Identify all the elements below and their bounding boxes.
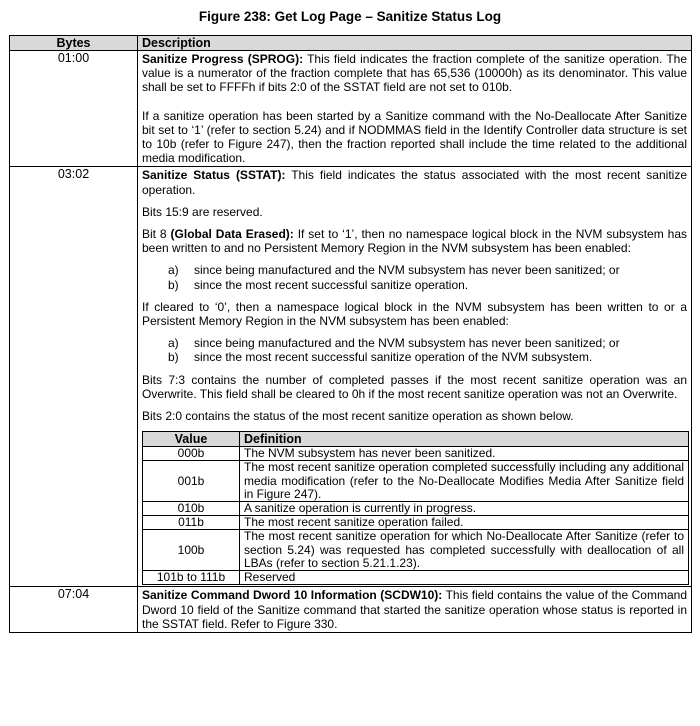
field-name: Sanitize Progress (SPROG): — [142, 52, 304, 66]
table-row-sprog — [10, 51, 692, 167]
description-header: Description — [138, 36, 692, 51]
list-item — [142, 336, 687, 350]
reserved-bits-text: Bits 15:9 are reserved. — [142, 204, 263, 219]
definition-cell: A sanitize operation is currently in progress. — [240, 502, 689, 516]
bytes-cell: 01:00 — [10, 51, 138, 167]
definition-cell: Reserved — [240, 571, 689, 585]
bit8-prefix: Bit 8 — [142, 227, 171, 242]
table-row — [143, 502, 689, 516]
bytes-cell: 03:02 — [10, 167, 138, 587]
table-row — [143, 447, 689, 461]
bit8-text: If set to ‘1’, then no namespace logical block in the NVM subsystem has been written to and no Persistent Memory Region in the NVM subsystem has been enabled: — [142, 227, 687, 256]
bit8-name: (Global Data Erased): — [170, 227, 294, 242]
bits73-paragraph: Bits 7:3 contains the number of completed passes if the most recent sanitize operation was an Overwrite. This field shall be cleared to 0h if the most recent sanitize operation was not an Overwrite. — [142, 372, 687, 401]
sstat-paragraph — [142, 168, 687, 196]
table-row — [143, 461, 689, 502]
list-item — [142, 350, 687, 364]
list-item — [142, 278, 687, 292]
field-text: This field indicates the fraction complete of the sanitize operation. The value is a numerator of the fraction complete that has 65,536 (10000h) as its denominator. This value shall be set to FFFFh if bits 2:0 of the SSTAT field are not set to 010b. — [142, 52, 687, 95]
bit8-paragraph — [142, 227, 687, 255]
figure-title: Figure 238: Get Log Page – Sanitize Status Log — [198, 9, 502, 24]
field-name: Sanitize Command Dword 10 Information (SCDW10): — [142, 588, 443, 603]
bits20-paragraph: Bits 2:0 contains the status of the most recent sanitize operation as shown below. — [142, 409, 574, 424]
value-cell: 010b — [143, 502, 240, 516]
definition-cell: The most recent sanitize operation failed. — [240, 516, 689, 530]
header-row — [10, 36, 692, 51]
definition-header: Definition — [240, 432, 689, 447]
description-cell — [138, 51, 692, 167]
description-cell — [138, 167, 692, 587]
sanitize-status-log-table — [9, 35, 692, 633]
list-text: since being manufactured and the NVM subsystem has never been sanitized; or — [194, 263, 620, 278]
value-header: Value — [143, 432, 240, 447]
list-marker: a) — [168, 336, 179, 351]
value-cell: 001b — [143, 461, 240, 502]
sprog-note: If a sanitize operation has been started by a Sanitize command with the No-Deallocate After Sanitize bit set to ‘1’ (refer to section 5.24) and if NODMMAS field in the Identify Controller data structure is set to 10b (refer to Figure 247), then the fraction reported shall include the time related to the additional media modification. — [142, 108, 687, 166]
table-row-scdw10 — [10, 587, 692, 633]
value-cell: 000b — [143, 447, 240, 461]
bit8-set-list — [142, 263, 687, 291]
bytes-cell: 07:04 — [10, 587, 138, 633]
field-text: This field indicates the status associated with the most recent sanitize operation. — [142, 168, 687, 197]
list-text: since the most recent successful sanitize operation. — [194, 277, 469, 292]
list-marker: b) — [168, 350, 179, 365]
definition-cell: The most recent sanitize operation for which No-Deallocate After Sanitize (refer to section 5.24) was requested has completed successfully with deallocation of all LBAs (refer to section 5.21.1.23). — [240, 530, 689, 571]
field-text: This field contains the value of the Command Dword 10 field of the Sanitize command that started the sanitize operation whose status is reported in the SSTAT field. Refer to Figure 330. — [142, 588, 687, 631]
table-row — [143, 530, 689, 571]
table-row — [143, 516, 689, 530]
table-row-sstat — [10, 167, 692, 587]
list-item — [142, 263, 687, 277]
value-cell: 100b — [143, 530, 240, 571]
definition-cell: The NVM subsystem has never been sanitized. — [240, 447, 689, 461]
bit8-cleared-list — [142, 336, 687, 364]
list-marker: a) — [168, 263, 179, 278]
sub-header-row — [143, 432, 689, 447]
scdw10-paragraph — [142, 588, 687, 631]
bit8-cleared-paragraph: If cleared to ‘0’, then a namespace logical block in the NVM subsystem has been written to or a Persistent Memory Region in the NVM subsystem has been enabled: — [142, 299, 687, 329]
table-row — [143, 571, 689, 585]
definition-cell: The most recent sanitize operation completed successfully including any additional media modification (refer to the No-Deallocate Modifies Media After Sanitize field in Figure 247). — [240, 461, 689, 502]
list-text: since the most recent successful sanitize operation of the NVM subsystem. — [194, 350, 593, 365]
sstat-value-table — [142, 431, 689, 585]
value-cell: 101b to 111b — [143, 571, 240, 585]
sprog-paragraph — [142, 52, 687, 95]
list-marker: b) — [168, 277, 179, 292]
list-text: since being manufactured and the NVM subsystem has never been sanitized; or — [194, 336, 620, 351]
field-name: Sanitize Status (SSTAT): — [142, 168, 286, 183]
description-cell — [138, 587, 692, 633]
value-cell: 011b — [143, 516, 240, 530]
bytes-header: Bytes — [10, 36, 138, 51]
